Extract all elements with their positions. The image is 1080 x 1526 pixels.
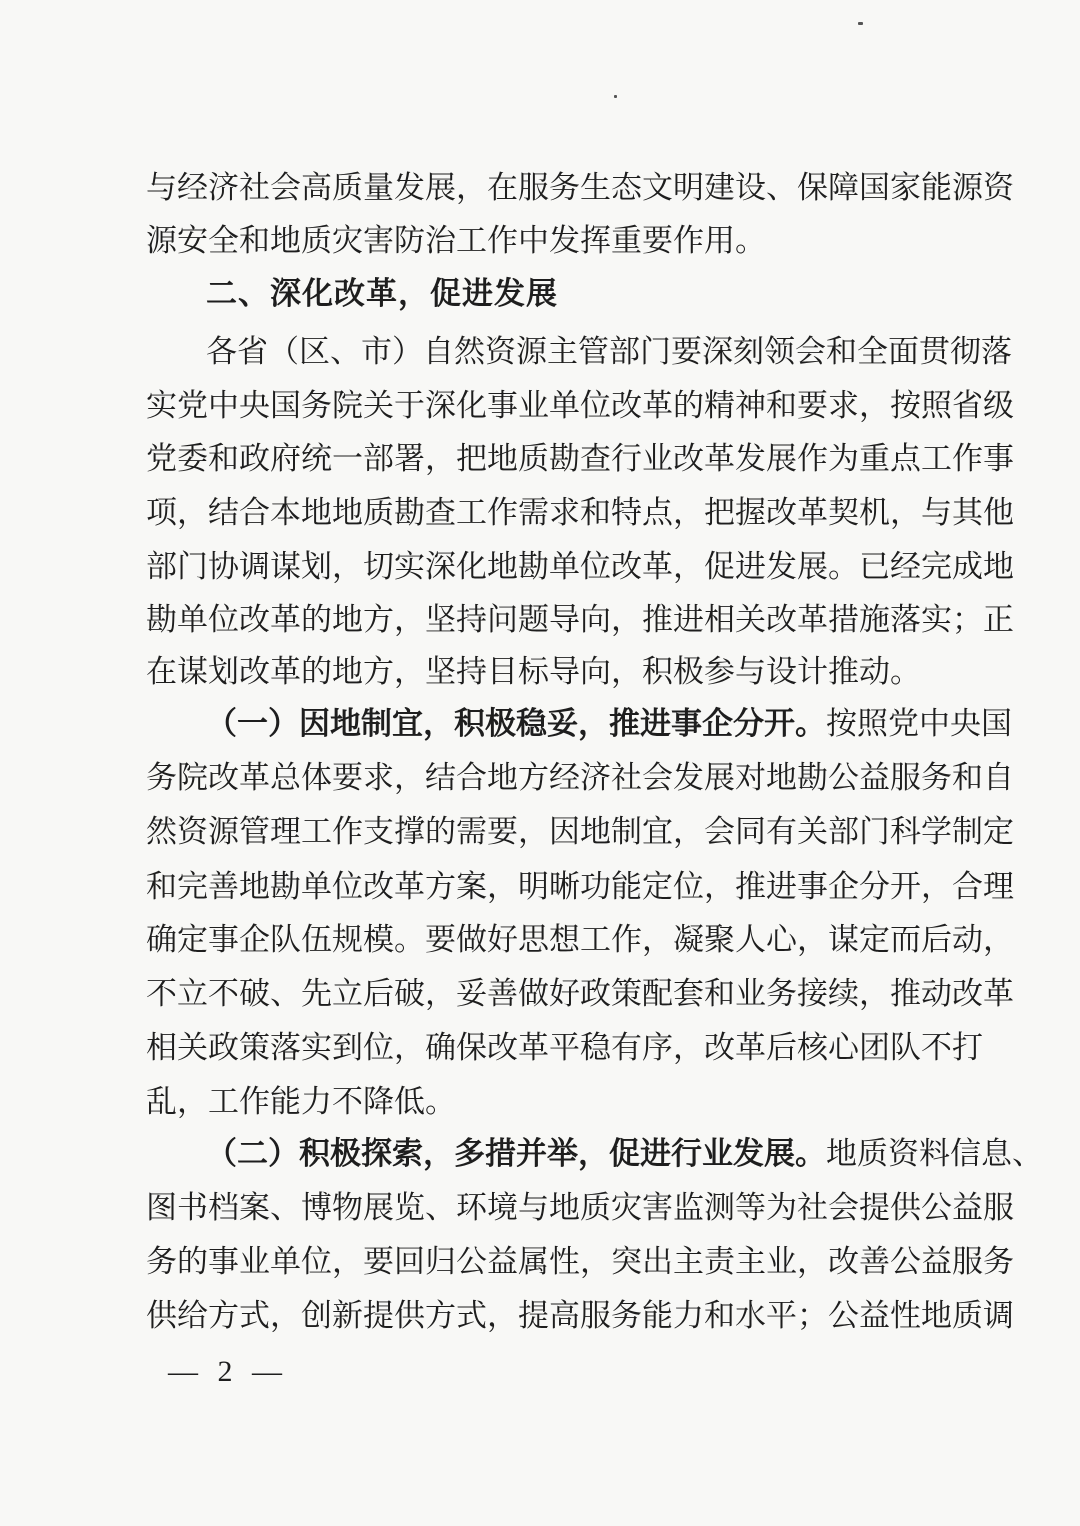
- subsection-lead: （一）因地制宜，积极稳妥，推进事企分开。: [206, 706, 826, 742]
- body-line: 在谋划改革的地方，坚持目标导向，积极参与设计推动。: [146, 654, 921, 690]
- body-line: 务院改革总体要求，结合地方经济社会发展对地勘公益服务和自: [146, 760, 1014, 796]
- scan-speck: [614, 95, 617, 98]
- subsection-line: [206, 697, 1012, 751]
- body-line: 实党中央国务院关于深化事业单位改革的精神和要求，按照省级: [146, 388, 1014, 424]
- body-line: 和完善地勘单位改革方案，明晰功能定位，推进事企分开，合理: [146, 869, 1014, 905]
- subsection-text: 地质资料信息、: [826, 1136, 1043, 1172]
- body-line: 然资源管理工作支撑的需要，因地制宜，会同有关部门科学制定: [146, 814, 1014, 850]
- page-number: — 2 —: [168, 1355, 288, 1388]
- subsection-line: [206, 1127, 1043, 1181]
- subsection-text: 按照党中央国: [826, 706, 1012, 742]
- body-line: 项，结合本地地质勘查工作需求和特点，把握改革契机，与其他: [146, 495, 1014, 531]
- body-line: 党委和政府统一部署，把地质勘查行业改革发展作为重点工作事: [146, 441, 1014, 477]
- body-line: 确定事企队伍规模。要做好思想工作，凝聚人心，谋定而后动，: [146, 922, 1014, 958]
- body-line: 务的事业单位，要回归公益属性，突出主责主业，改善公益服务: [146, 1244, 1014, 1280]
- body-line: 勘单位改革的地方，坚持问题导向，推进相关改革措施落实；正: [146, 602, 1014, 638]
- scan-speck: [858, 22, 863, 25]
- body-line: 乱，工作能力不降低。: [146, 1084, 456, 1120]
- body-line: 各省（区、市）自然资源主管部门要深刻领会和全面贯彻落: [206, 334, 1012, 370]
- section-heading: 二、深化改革，促进发展: [206, 276, 558, 312]
- body-line: 相关政策落实到位，确保改革平稳有序，改革后核心团队不打: [146, 1030, 983, 1066]
- body-line: 图书档案、博物展览、环境与地质灾害监测等为社会提供公益服: [146, 1190, 1014, 1226]
- body-line: 供给方式，创新提供方式，提高服务能力和水平；公益性地质调: [146, 1298, 1014, 1334]
- subsection-lead: （二）积极探索，多措并举，促进行业发展。: [206, 1136, 826, 1172]
- body-line: 源安全和地质灾害防治工作中发挥重要作用。: [146, 223, 766, 259]
- body-line: 与经济社会高质量发展，在服务生态文明建设、保障国家能源资: [146, 170, 1014, 206]
- body-line: 不立不破、先立后破，妥善做好政策配套和业务接续，推动改革: [146, 976, 1014, 1012]
- body-line: 部门协调谋划，切实深化地勘单位改革，促进发展。已经完成地: [146, 549, 1014, 585]
